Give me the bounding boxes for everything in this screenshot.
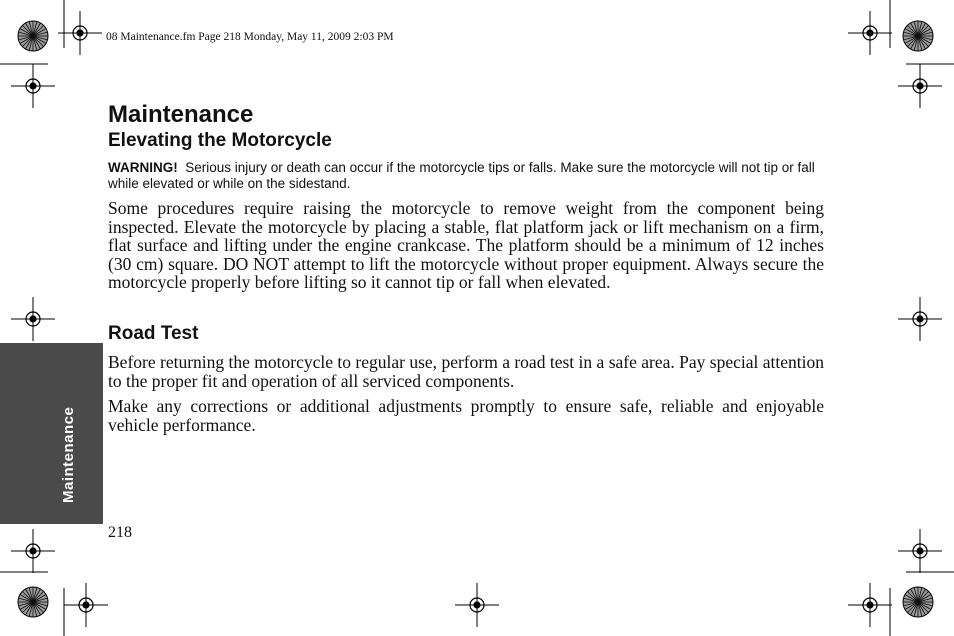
- page-number: 218: [108, 524, 132, 541]
- warning-label: WARNING!: [108, 160, 178, 175]
- section-heading-road-test: Road Test: [108, 323, 199, 344]
- registration-crosshair-icon: [898, 297, 942, 341]
- registration-starburst-icon: [903, 21, 933, 51]
- registration-crosshair-icon: [898, 529, 942, 573]
- registration-crosshair-icon: [11, 64, 55, 108]
- registration-crosshair-icon: [11, 529, 55, 573]
- registration-crosshair-icon: [64, 583, 108, 627]
- registration-crosshair-icon: [455, 583, 499, 627]
- registration-starburst-icon: [903, 587, 933, 617]
- section-side-tab: [0, 343, 103, 524]
- registration-starburst-icon: [18, 21, 48, 51]
- registration-crosshair-icon: [848, 583, 892, 627]
- registration-starburst-icon: [18, 587, 48, 617]
- page-title: Maintenance: [108, 101, 254, 128]
- registration-crosshair-icon: [848, 11, 892, 55]
- registration-crosshair-icon: [58, 11, 102, 55]
- warning-block: [108, 160, 828, 192]
- paragraph-road-test-1: Before returning the motorcycle to regular use, perform a road test in a safe area. Pay special attention to the proper fit and operation of all serviced components.: [108, 352, 824, 391]
- warning-text: Serious injury or death can occur if the motorcycle tips or falls. Make sure the motorcycle will not tip or fall while elevated or while on the sidestand.: [108, 160, 815, 191]
- registration-crosshair-icon: [11, 297, 55, 341]
- section-heading-elevating: Elevating the Motorcycle: [108, 130, 332, 151]
- file-info-header: 08 Maintenance.fm Page 218 Monday, May 11, 2009 2:03 PM: [106, 31, 394, 43]
- paragraph-road-test-2: Make any corrections or additional adjustments promptly to ensure safe, reliable and enjoyable vehicle performance.: [108, 396, 824, 435]
- paragraph-elevating: Some procedures require raising the motorcycle to remove weight from the component being inspected. Elevate the motorcycle by placing a stable, flat platform jack or lift mechanism on a firm, flat surface and lifting under the engine crankcase. The platform should be a minimum of 12 inches (30 cm) square. DO NOT attempt to lift the motorcycle without proper equipment. Always secure the motorcycle properly before lifting so it cannot tip or fall when elevated.: [108, 198, 824, 293]
- side-tab-label: Maintenance: [60, 406, 77, 503]
- registration-crosshair-icon: [898, 64, 942, 108]
